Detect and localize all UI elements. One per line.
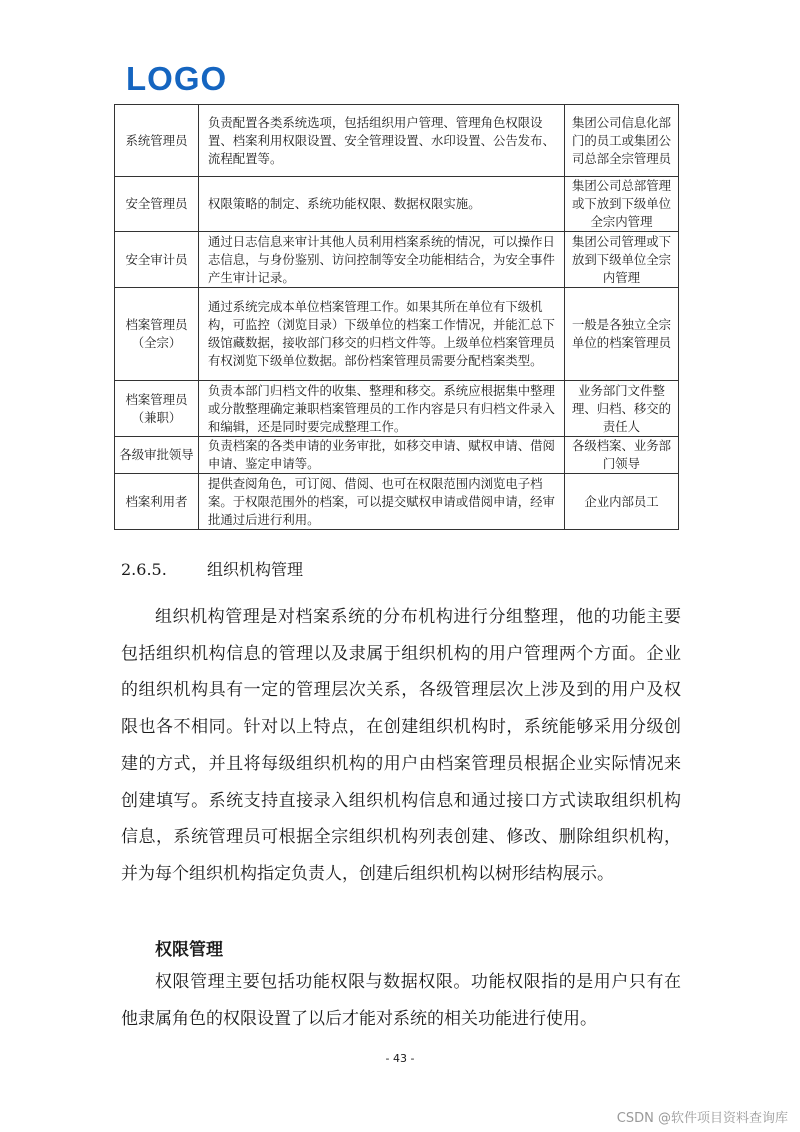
- role-cell: 档案利用者: [115, 474, 199, 530]
- table-row: [115, 288, 679, 381]
- section-body: [121, 599, 681, 893]
- role-cell: 安全管理员: [115, 177, 199, 232]
- role-cell: 系统管理员: [115, 105, 199, 177]
- holder-cell: 集团公司管理或下放到下级单位全宗内管理: [565, 232, 679, 288]
- table-row: [115, 381, 679, 437]
- table-row: [115, 437, 679, 474]
- role-cell: 档案管理员（全宗）: [115, 288, 199, 381]
- role-cell: 安全审计员: [115, 232, 199, 288]
- duty-cell: 通过系统完成本单位档案管理工作。如果其所在单位有下级机构，可监控（浏览目录）下级单位的档案工作情况，并能汇总下级馆藏数据，接收部门移交的归档文件等。上级单位档案管理员有权浏览下级单位数据。部份档案管理员需要分配档案类型。: [199, 288, 565, 381]
- logo: LOGO: [126, 60, 228, 97]
- duty-cell: 负责档案的各类申请的业务审批，如移交申请、赋权申请、借阅申请、鉴定申请等。: [199, 437, 565, 474]
- holder-cell: 集团公司信息化部门的员工或集团公司总部全宗管理员: [565, 105, 679, 177]
- duty-cell: 负责本部门归档文件的收集、整理和移交。系统应根据集中整理或分散整理确定兼职档案管理员的工作内容是只有归档文件录入和编辑，还是同时要完成整理工作。: [199, 381, 565, 437]
- section-heading: [121, 557, 303, 580]
- page-number: - 43 -: [385, 1052, 415, 1065]
- section-number: 2.6.5.: [121, 560, 167, 579]
- subsection-paragraph: 权限管理主要包括功能权限与数据权限。功能权限指的是用户只有在他隶属角色的权限设置了以后才能对系统的相关功能进行使用。: [121, 972, 681, 1029]
- subsection-title: 权限管理: [155, 940, 223, 960]
- watermark: CSDN @软件项目资料查询库: [616, 1111, 788, 1126]
- table-row: [115, 177, 679, 232]
- table-row: [115, 232, 679, 288]
- section-title: 组织机构管理: [207, 560, 304, 579]
- holder-cell: 各级档案、业务部门领导: [565, 437, 679, 474]
- role-cell: 档案管理员（兼职）: [115, 381, 199, 437]
- duty-cell: 权限策略的制定、系统功能权限、数据权限实施。: [199, 177, 565, 232]
- role-cell: 各级审批领导: [115, 437, 199, 474]
- holder-cell: 集团公司总部管理或下放到下级单位全宗内管理: [565, 177, 679, 232]
- duty-cell: 通过日志信息来审计其他人员利用档案系统的情况，可以操作日志信息，与身份鉴别、访问控制等安全功能相结合，为安全事件产生审计记录。: [199, 232, 565, 288]
- holder-cell: 企业内部员工: [565, 474, 679, 530]
- table-row: [115, 105, 679, 177]
- holder-cell: 业务部门文件整理、归档、移交的责任人: [565, 381, 679, 437]
- holder-cell: 一般是各独立全宗单位的档案管理员: [565, 288, 679, 381]
- table-row: [115, 474, 679, 530]
- roles-table: [114, 104, 679, 530]
- duty-cell: 提供查阅角色，可订阅、借阅、也可在权限范围内浏览电子档案。于权限范围外的档案，可以提交赋权申请或借阅申请，经审批通过后进行利用。: [199, 474, 565, 530]
- section-paragraph: 组织机构管理是对档案系统的分布机构进行分组整理，他的功能主要包括组织机构信息的管理以及隶属于组织机构的用户管理两个方面。企业的组织机构具有一定的管理层次关系，各级管理层次上涉及到的用户及权限也各不相同。针对以上特点，在创建组织机构时，系统能够采用分级创建的方式，并且将每级组织机构的用户由档案管理员根据企业实际情况来创建填写。系统支持直接录入组织机构信息和通过接口方式读取组织机构信息，系统管理员可根据全宗组织机构列表创建、修改、删除组织机构，并为每个组织机构指定负责人，创建后组织机构以树形结构展示。: [121, 607, 681, 884]
- subsection-body: [121, 964, 681, 1037]
- duty-cell: 负责配置各类系统选项，包括组织用户管理、管理角色权限设置、档案利用权限设置、安全管理设置、水印设置、公告发布、流程配置等。: [199, 105, 565, 177]
